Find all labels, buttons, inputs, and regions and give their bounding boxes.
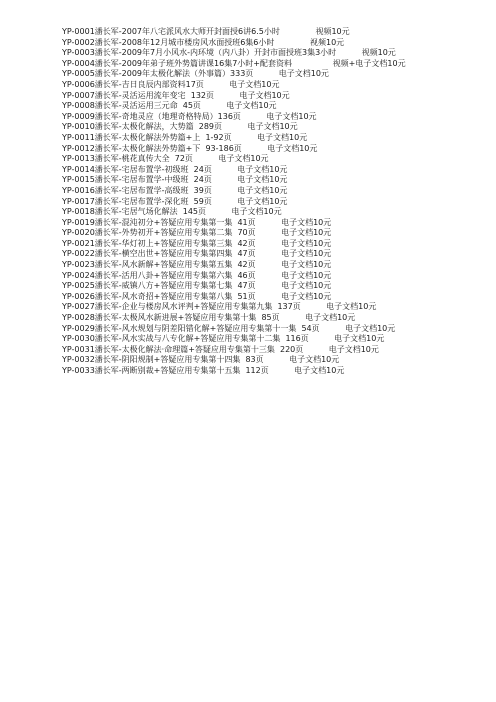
list-item bbox=[62, 239, 438, 250]
list-item bbox=[62, 48, 438, 59]
list-item bbox=[62, 249, 438, 260]
list-item bbox=[62, 228, 438, 239]
list-item bbox=[62, 154, 438, 165]
list-item bbox=[62, 122, 438, 133]
list-item bbox=[62, 165, 438, 176]
list-item bbox=[62, 144, 438, 155]
list-item bbox=[62, 27, 438, 38]
entry-text: YP-0014潘长军-宅居布置学-初级班 24页 电子文档10元 bbox=[62, 164, 288, 174]
entry-text: YP-0020潘长军-外势初开+答疑应用专集第二集 70页 电子文档10元 bbox=[62, 228, 332, 238]
list-item bbox=[62, 313, 438, 324]
entry-text: YP-0022潘长军-横空出世+答疑应用专集第四集 47页 电子文档10元 bbox=[62, 249, 332, 259]
entry-text: YP-0015潘长军-宅居布置学-中级班 24页 电子文档10元 bbox=[62, 175, 288, 185]
entry-text: YP-0004潘长军-2009年弟子班外势篇讲课16集7小时+配套资料 视频+电子文档10元 bbox=[62, 58, 406, 68]
entry-text: YP-0001潘长军-2007年八宅派风水大师开封面授6讲6.5小时 视频10元 bbox=[62, 27, 350, 36]
entry-text: YP-0025潘长军-威镇八方+答疑应用专集第七集 47页 电子文档10元 bbox=[62, 281, 332, 291]
list-item bbox=[62, 207, 438, 218]
list-item bbox=[62, 292, 438, 303]
list-item bbox=[62, 345, 438, 356]
entry-text: YP-0030潘长军-风水实战与八专化解+答疑应用专集第十二集 116页 电子文档10元 bbox=[62, 334, 385, 344]
list-item bbox=[62, 59, 438, 70]
list-item bbox=[62, 186, 438, 197]
entry-text: YP-0011潘长军-太极化解法外势篇+上 1-92页 电子文档10元 bbox=[62, 132, 308, 142]
list-item bbox=[62, 366, 438, 377]
list-item bbox=[62, 91, 438, 102]
entry-text: YP-0016潘长军-宅居布置学-高级班 39页 电子文档10元 bbox=[62, 185, 288, 195]
entry-text: YP-0010潘长军-太极化解法，大势篇 289页 电子文档10元 bbox=[62, 122, 298, 132]
list-item bbox=[62, 112, 438, 123]
entry-text: YP-0013潘长军-桃花真传大全 72页 电子文档10元 bbox=[62, 154, 269, 164]
entry-text: YP-0012潘长军-太极化解法外势篇+下 93-186页 电子文档10元 bbox=[62, 143, 318, 153]
list-item bbox=[62, 324, 438, 335]
entry-text: YP-0031潘长军-太极化解法·命理篇+答疑应用专集第十三集 220页 电子文档10元 bbox=[62, 344, 379, 354]
list-item bbox=[62, 302, 438, 313]
entry-text: YP-0033潘长军-两断别裁+答疑应用专集第十五集 112页 电子文档10元 bbox=[62, 366, 345, 375]
entry-text: YP-0029潘长军-风水规划与阴差阳错化解+答疑应用专集第十一集 54页 电子文档10元 bbox=[62, 323, 396, 333]
list-item bbox=[62, 197, 438, 208]
entry-text: YP-0007潘长军-灵活运用流年变宅 132页 电子文档10元 bbox=[62, 90, 290, 100]
entry-text: YP-0009潘长军-奇地灵应（地理奇格特局）136页 电子文档10元 bbox=[62, 111, 317, 121]
entry-text: YP-0032潘长军-阴阳规制+答疑应用专集第十四集 83页 电子文档10元 bbox=[62, 355, 340, 365]
list-item bbox=[62, 260, 438, 271]
entry-text: YP-0006潘长军-吉日良辰内部资料17页 电子文档10元 bbox=[62, 79, 280, 89]
entry-text: YP-0008潘长军-灵活运用三元命 45页 电子文档10元 bbox=[62, 101, 277, 111]
entry-text: YP-0002潘长军-2008年12月城市楼房风水面授班6集6小时 视频10元 bbox=[62, 37, 345, 47]
entry-text: YP-0027潘长军-企业与楼房风水评判+答疑应用专集第九集 137页 电子文档10元 bbox=[62, 302, 377, 312]
list-item bbox=[62, 334, 438, 345]
document-page bbox=[62, 27, 438, 377]
entry-text: YP-0024潘长军-活用八卦+答疑应用专集第六集 46页 电子文档10元 bbox=[62, 270, 332, 280]
list-item bbox=[62, 355, 438, 366]
entry-text: YP-0026潘长军-风水奇招+答疑应用专集第八集 51页 电子文档10元 bbox=[62, 291, 332, 301]
entry-text: YP-0018潘长军-宅居气场化解法 145页 电子文档10元 bbox=[62, 207, 282, 217]
list-item bbox=[62, 218, 438, 229]
entry-text: YP-0023潘长军-风水新解+答疑应用专集第五集 42页 电子文档10元 bbox=[62, 260, 332, 270]
list-item bbox=[62, 80, 438, 91]
list-item bbox=[62, 69, 438, 80]
entry-text: YP-0019潘长军-混沌初分+答疑应用专集第一集 41页 电子文档10元 bbox=[62, 217, 332, 227]
entry-text: YP-0021潘长军-华灯初上+答疑应用专集第三集 42页 电子文档10元 bbox=[62, 238, 332, 248]
list-item bbox=[62, 133, 438, 144]
entry-text: YP-0017潘长军-宅居布置学-深化班 59页 电子文档10元 bbox=[62, 196, 288, 206]
list-item bbox=[62, 101, 438, 112]
entry-text: YP-0003潘长军-2009年7月小风水-内环境（内八卦）开封市面授班3集3小时 视频10元 bbox=[62, 48, 396, 58]
list-item bbox=[62, 281, 438, 292]
list-item bbox=[62, 38, 438, 49]
entry-text: YP-0005潘长军-2009年太极化解法（外事篇）333页 电子文档10元 bbox=[62, 69, 329, 79]
list-item bbox=[62, 271, 438, 282]
entry-text: YP-0028潘长军-太极风水新进展+答疑应用专集第十集 85页 电子文档10元 bbox=[62, 313, 356, 323]
list-item bbox=[62, 175, 438, 186]
